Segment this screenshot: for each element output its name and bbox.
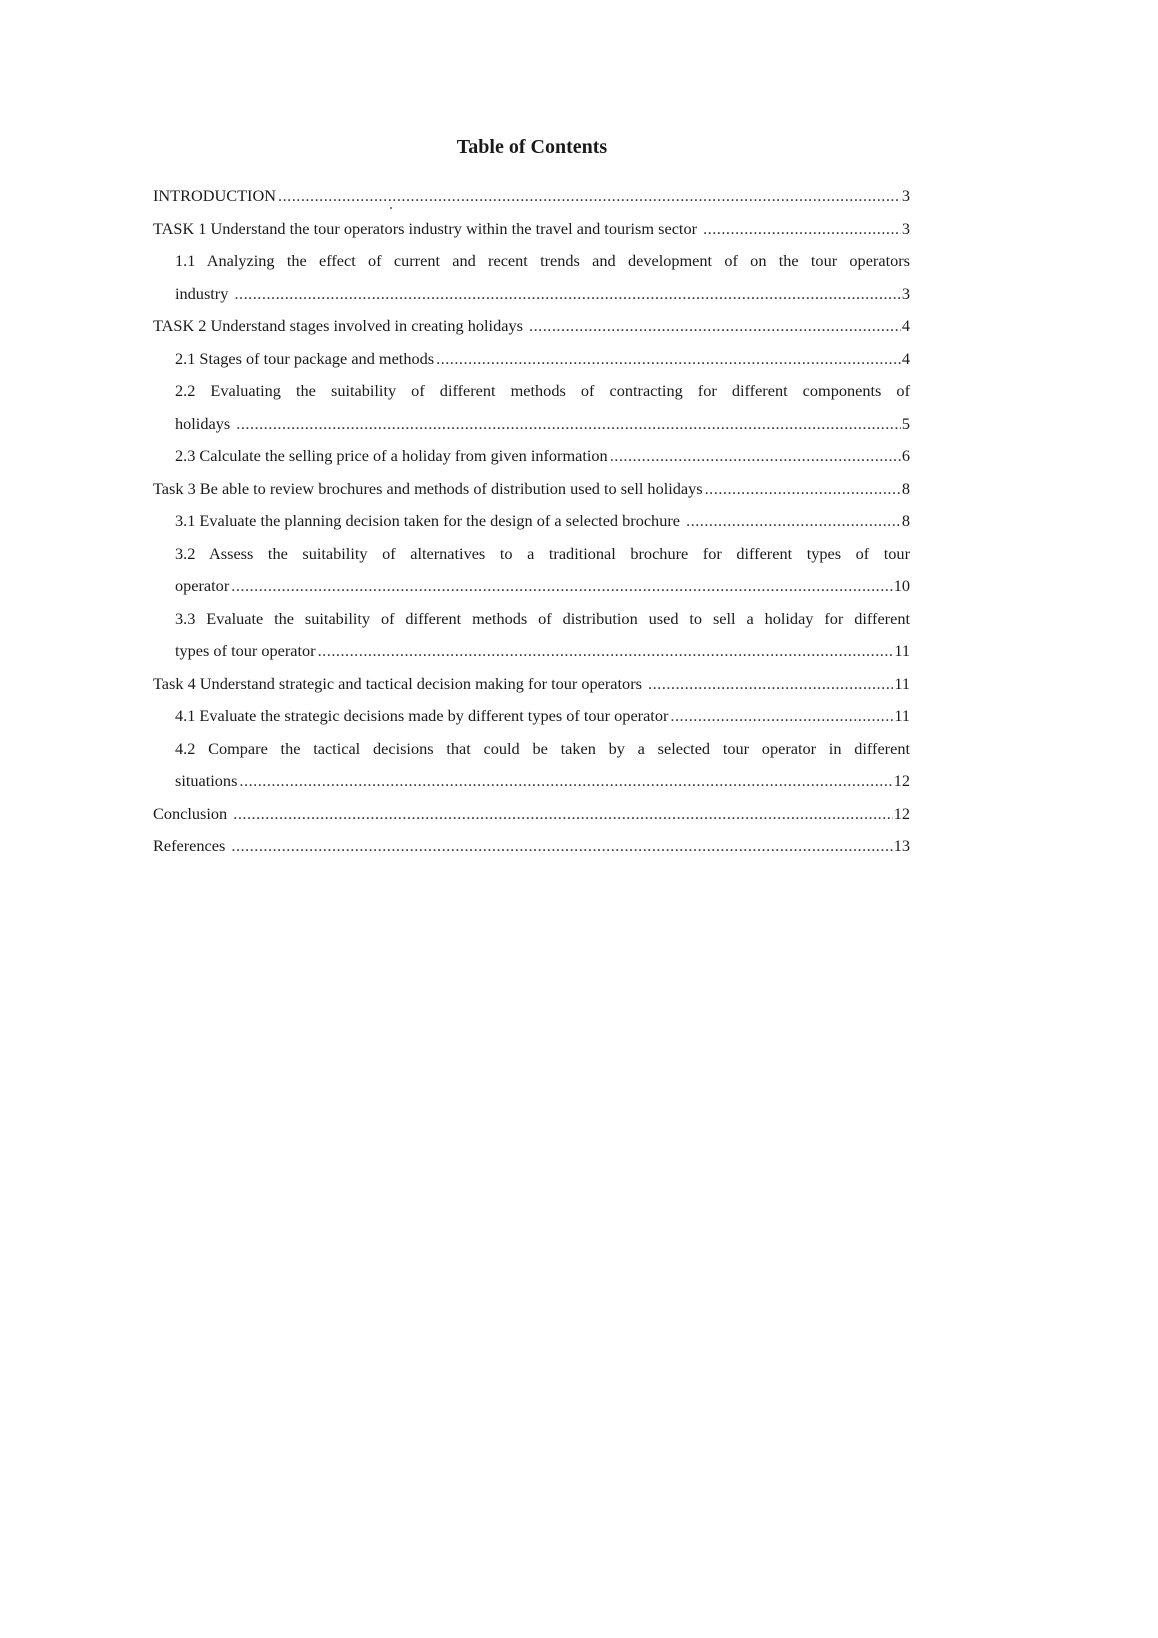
toc-entry-leader-line [175, 570, 910, 603]
toc-entry[interactable] [153, 505, 910, 538]
toc-entry-leader-line [153, 830, 910, 863]
toc-entry[interactable] [153, 375, 910, 440]
toc-entry[interactable] [153, 440, 910, 473]
toc-dot-leader [610, 440, 901, 473]
toc-entry-title: holidays [175, 413, 235, 433]
toc-page-number: 12 [893, 771, 910, 790]
toc-page-number: 11 [894, 673, 910, 693]
toc-entry-title: INTRODUCTION [153, 186, 276, 205]
toc-entry-title: Task 3 Be able to review brochures and methods of distribution used to sell holidays [153, 478, 703, 498]
toc-entry-title: 3.1 Evaluate the planning decision taken for the design of a selected brochure [175, 511, 685, 530]
toc-entry-title: situations [175, 771, 238, 790]
toc-entry-title-line: 3.2 Assess the suitability of alternatives to a traditional brochure for different types of tour [175, 543, 910, 563]
toc-entry-title: industry [175, 283, 233, 303]
toc-entry[interactable] [153, 538, 910, 603]
toc-entry-leader-line [175, 635, 910, 668]
toc-entry[interactable] [153, 180, 910, 213]
toc-entry[interactable] [153, 733, 910, 798]
toc-dot-leader [670, 700, 893, 733]
toc-dot-leader [436, 343, 901, 376]
toc-entry-title: TASK 1 Understand the tour operators industry within the travel and tourism sector [153, 218, 702, 238]
toc-entry[interactable] [153, 830, 910, 863]
toc-dot-leader [233, 798, 892, 831]
toc-entry-leader-line [153, 668, 910, 701]
toc-page-number: 8 [901, 511, 910, 530]
toc-dot-leader [231, 830, 892, 863]
toc-page-number: 4 [901, 316, 910, 335]
toc-entry-title: types of tour operator [175, 641, 316, 660]
toc-dot-leader [686, 505, 901, 538]
toc-entry[interactable] [153, 700, 910, 733]
table-of-contents [153, 180, 910, 863]
toc-entry-title-line: 3.3 Evaluate the suitability of different methods of distribution used to sell a holiday for different [175, 608, 910, 628]
toc-entry-title: Conclusion [153, 803, 232, 823]
toc-page-number: 8 [901, 478, 910, 498]
toc-dot-leader [239, 765, 892, 798]
toc-dot-leader [231, 570, 892, 603]
toc-page-number: 11 [894, 706, 910, 725]
toc-entry-leader-line [175, 765, 910, 798]
toc-entry-title-line: 1.1 Analyzing the effect of current and recent trends and development of on the tour operators [175, 251, 910, 270]
toc-dot-leader [278, 180, 901, 213]
toc-page-number: 3 [901, 186, 910, 205]
toc-entry-leader-line [175, 408, 910, 441]
toc-entry-title: Task 4 Understand strategic and tactical decision making for tour operators [153, 673, 647, 693]
toc-entry-leader-line [153, 310, 910, 343]
toc-page-number: 11 [894, 641, 910, 660]
toc-dot-leader [705, 473, 901, 506]
toc-entry-title: TASK 2 Understand stages involved in creating holidays [153, 316, 527, 335]
toc-entry-leader-line [153, 180, 910, 213]
toc-entry-title-line: 2.2 Evaluating the suitability of different methods of contracting for different components of [175, 381, 910, 400]
toc-page-number: 3 [901, 218, 910, 238]
toc-page-number: 12 [893, 803, 910, 823]
toc-page-number: 4 [901, 348, 910, 368]
toc-entry-title: 4.1 Evaluate the strategic decisions made by different types of tour operator [175, 706, 669, 725]
toc-entry-title: operator [175, 576, 230, 595]
toc-entry[interactable] [153, 343, 910, 376]
toc-dot-leader [236, 408, 901, 441]
toc-dot-leader [318, 635, 894, 668]
toc-entry-title: References [153, 836, 230, 855]
toc-page-number: 10 [893, 576, 910, 595]
toc-entry[interactable] [153, 798, 910, 831]
toc-entry-leader-line [175, 343, 910, 376]
toc-page-number: 5 [901, 413, 910, 433]
toc-dot-leader [529, 310, 901, 343]
toc-entry-leader-line [175, 440, 910, 473]
toc-entry-leader-line [153, 798, 910, 831]
toc-entry[interactable] [153, 603, 910, 668]
toc-dot-leader [648, 668, 893, 701]
toc-entry[interactable] [153, 245, 910, 310]
toc-entry[interactable] [153, 213, 910, 246]
toc-title: Table of Contents [456, 136, 608, 158]
toc-entry-leader-line [175, 700, 910, 733]
toc-entry-title-line: 4.2 Compare the tactical decisions that could be taken by a selected tour operator in different [175, 738, 910, 758]
toc-dot-leader [234, 278, 900, 311]
toc-page-number: 6 [901, 446, 910, 465]
toc-entry-leader-line [153, 473, 910, 506]
toc-page-number: 13 [893, 836, 910, 855]
toc-entry-leader-line [175, 505, 910, 538]
toc-entry-leader-line [153, 213, 910, 246]
toc-dot-leader [703, 213, 901, 246]
toc-entry[interactable] [153, 668, 910, 701]
toc-entry-leader-line [175, 278, 910, 311]
toc-entry[interactable] [153, 310, 910, 343]
toc-entry-title: 2.3 Calculate the selling price of a holiday from given information [175, 446, 608, 465]
toc-entry[interactable] [153, 473, 910, 506]
toc-entry-title: 2.1 Stages of tour package and methods [175, 348, 435, 368]
toc-page-number: 3 [901, 283, 910, 303]
